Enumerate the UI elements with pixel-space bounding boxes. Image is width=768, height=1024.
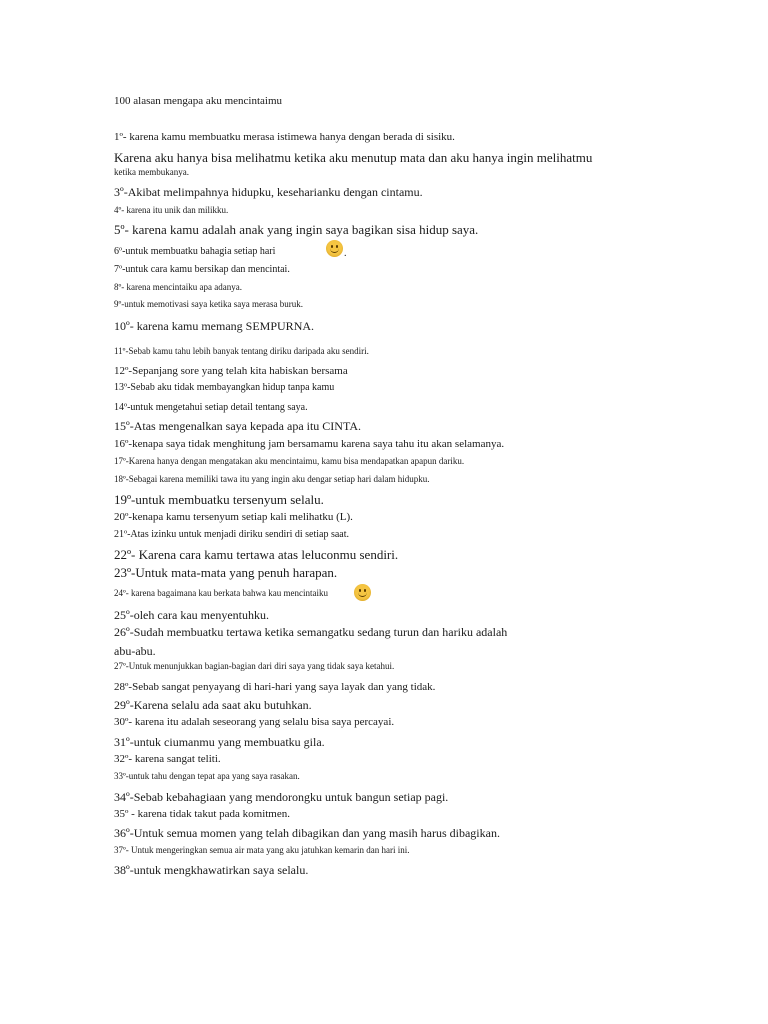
reason-line: 13º-Sebab aku tidak membayangkan hidup tanpa kamu xyxy=(114,382,335,393)
reason-line: 3º-Akibat melimpahnya hidupku, keseharianku dengan cintamu. xyxy=(114,185,423,199)
reason-line: 14º-untuk mengetahui setiap detail tentang saya. xyxy=(114,402,308,413)
reason-line: 8º- karena mencintaiku apa adanya. xyxy=(114,282,242,292)
reason-line: 17º-Karena hanya dengan mengatakan aku mencintaimu, kamu bisa mendapatkan apapun dariku. xyxy=(114,456,465,466)
reason-line: 19º-untuk membuatku tersenyum selalu. xyxy=(114,492,324,507)
reason-line: 6º-untuk membuatku bahagia setiap hari xyxy=(114,246,276,257)
reason-line: 4º- karena itu unik dan milikku. xyxy=(114,205,229,215)
reason-line: 25º-oleh cara kau menyentuhku. xyxy=(114,608,269,622)
reason-line: 34º-Sebab kebahagiaan yang mendorongku untuk bangun setiap pagi. xyxy=(114,790,449,804)
reason-line: 29º-Karena selalu ada saat aku butuhkan. xyxy=(114,698,312,712)
reason-line: 28º-Sebab sangat penyayang di hari-hari yang saya layak dan yang tidak. xyxy=(114,681,436,693)
reason-line: 27º-Untuk menunjukkan bagian-bagian dari diri saya yang tidak saya ketahui. xyxy=(114,661,395,671)
reason-line: 22º- Karena cara kamu tertawa atas leluconmu sendiri. xyxy=(114,547,399,562)
trailing-period: . xyxy=(344,248,347,259)
reason-line: 9º-untuk memotivasi saya ketika saya merasa buruk. xyxy=(114,299,303,309)
reason-line: 33º-untuk tahu dengan tepat apa yang saya rasakan. xyxy=(114,771,300,781)
reason-line: 24º- karena bagaimana kau berkata bahwa kau mencintaiku xyxy=(114,588,328,598)
reason-line: 12º-Sepanjang sore yang telah kita habiskan bersama xyxy=(114,365,348,377)
reason-line: 11º-Sebab kamu tahu lebih banyak tentang diriku daripada aku sendiri. xyxy=(114,346,369,356)
reason-line: 16º-kenapa saya tidak menghitung jam bersamamu karena saya tahu itu akan selamanya. xyxy=(114,438,505,450)
reason-line: 31º-untuk ciumanmu yang membuatku gila. xyxy=(114,735,325,749)
reason-line: abu-abu. xyxy=(114,644,156,658)
reason-line: 35º - karena tidak takut pada komitmen. xyxy=(114,808,290,820)
reason-line: 38º-untuk mengkhawatirkan saya selalu. xyxy=(114,863,309,877)
reason-line: 1º- karena kamu membuatku merasa istimewa hanya dengan berada di sisiku. xyxy=(114,131,455,143)
smiley-face-icon xyxy=(354,584,371,601)
reason-line: 10º- karena kamu memang SEMPURNA. xyxy=(114,319,315,333)
document-page xyxy=(114,0,714,1024)
reason-line: 36º-Untuk semua momen yang telah dibagikan dan yang masih harus dibagikan. xyxy=(114,826,500,840)
reason-line: 23º-Untuk mata-mata yang penuh harapan. xyxy=(114,565,338,580)
reason-line: 20º-kenapa kamu tersenyum setiap kali melihatku (L). xyxy=(114,511,353,523)
reason-line: 32º- karena sangat teliti. xyxy=(114,753,221,765)
reason-line: 7º-untuk cara kamu bersikap dan mencintai. xyxy=(114,264,290,275)
reason-line: 5º- karena kamu adalah anak yang ingin saya bagikan sisa hidup saya. xyxy=(114,222,479,237)
reason-line: 18º-Sebagai karena memiliki tawa itu yang ingin aku dengar setiap hari dalam hidupku. xyxy=(114,474,430,484)
reason-line: 15º-Atas mengenalkan saya kepada apa itu CINTA. xyxy=(114,419,362,433)
reason-line: 30º- karena itu adalah seseorang yang selalu bisa saya percayai. xyxy=(114,716,395,728)
reason-line: ketika membukanya. xyxy=(114,167,189,177)
smiley-face-icon xyxy=(326,240,343,257)
document-title: 100 alasan mengapa aku mencintaimu xyxy=(114,95,282,107)
reason-line: 21º-Atas izinku untuk menjadi diriku sendiri di setiap saat. xyxy=(114,529,349,540)
reason-line: 37º- Untuk mengeringkan semua air mata yang aku jatuhkan kemarin dan hari ini. xyxy=(114,845,410,855)
reason-line: 26º-Sudah membuatku tertawa ketika semangatku sedang turun dan hariku adalah xyxy=(114,625,508,639)
reason-line: Karena aku hanya bisa melihatmu ketika aku menutup mata dan aku hanya ingin melihatmu xyxy=(114,150,593,165)
